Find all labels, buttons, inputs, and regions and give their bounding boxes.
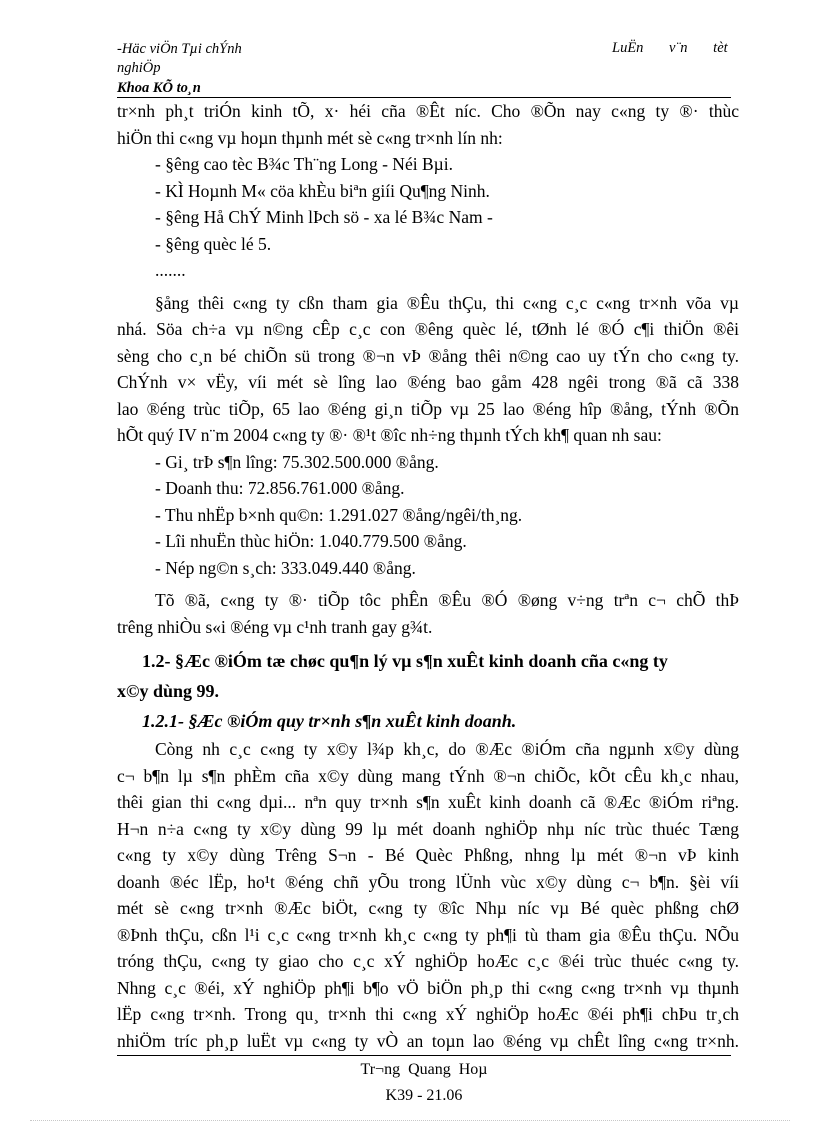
list-item: - Thu nhËp b×nh qu©n: 1.291.027 ®ång/ngêi/th¸ng. bbox=[155, 504, 523, 525]
subsection-heading: 1.2.1- §Æc ®iÓm quy tr×nh s¶n xuÊt kinh doanh. bbox=[142, 711, 517, 731]
header-document-type: LuËn v¨n tèt bbox=[612, 40, 728, 56]
paragraph-line: lao ®éng trùc tiÕp, 65 lao ®éng gi¸n tiÕp vµ 25 lao ®éng hîp ®ång, tÝnh ®Õn bbox=[117, 398, 739, 419]
section-heading bbox=[117, 646, 739, 706]
section-heading-line: 1.2- §Æc ®iÓm tæ chøc qu¶n lý vµ s¶n xuÊt kinh doanh cña c«ng ty bbox=[142, 651, 668, 671]
footer-rule bbox=[117, 1055, 731, 1056]
list-item: - §êng cao tèc B¾c Th¨ng Long - Néi Bµi. bbox=[155, 154, 453, 174]
project-list bbox=[117, 151, 739, 284]
paragraph-line: Còng nh c¸c c«ng ty x©y l¾p kh¸c, do ®Æc ®iÓm cña ngµnh x©y dùng bbox=[155, 739, 739, 759]
list-item: - §êng quèc lé 5. bbox=[155, 233, 272, 254]
intro-line: hiÖn thi c«ng vµ hoµn thµnh mét sè c«ng tr×nh lín nh: bbox=[117, 127, 503, 148]
paragraph-line: §ång thêi c«ng ty cßn tham gia ®Êu thÇu, thi c«ng c¸c c«ng tr×nh võa vµ bbox=[155, 292, 739, 313]
list-item: - Nép ng©n s¸ch: 333.049.440 ®ång. bbox=[155, 557, 416, 578]
paragraph-line: Nhng c¸c ®éi, xÝ nghiÖp ph¶i b¶o vÖ biÖn ph¸p thi c«ng c«ng tr×nh vµ thµnh bbox=[117, 977, 739, 998]
paragraph-line: H¬n n÷a c«ng ty x©y dùng 99 lµ mét doanh nghiÖp nhµ níc trùc thuéc Tæng bbox=[117, 818, 739, 839]
list-item: - Gi¸ trÞ s¶n lîng: 75.302.500.000 ®ång. bbox=[155, 451, 439, 472]
achievement-list bbox=[117, 449, 739, 582]
paragraph-process bbox=[117, 736, 739, 1054]
header-department: Khoa KÕ to¸n bbox=[117, 80, 201, 96]
paragraph-line: trêng nhiÒu s«i ®éng vµ c¹nh tranh gay g¾t. bbox=[117, 616, 433, 637]
paragraph-line: mét sè c«ng tr×nh ®Æc biÖt, c«ng ty ®îc Nhµ níc vµ Bé quèc phßng chØ bbox=[117, 898, 739, 918]
list-ellipsis: ....... bbox=[155, 260, 186, 280]
paragraph-line: nhiÖm tríc ph¸p luËt vµ c«ng ty vÒ an toµn lao ®éng vµ chÊt lîng c«ng tr×nh. bbox=[117, 1030, 739, 1051]
paragraph-line: tróng thÇu, c«ng ty giao cho c¸c xÝ nghiÖp hoÆc c¸c ®éi trùc thuéc c«ng ty. bbox=[117, 951, 739, 971]
footer-class: K39 - 21.06 bbox=[385, 1087, 463, 1104]
paragraph-line: hÕt quý IV n¨m 2004 c«ng ty ®· ®¹t ®îc nh÷ng thµnh tÝch kh¶ quan nh sau: bbox=[117, 425, 662, 445]
list-item: - Lîi nhuËn thùc hiÖn: 1.040.779.500 ®ång. bbox=[155, 531, 467, 551]
list-item: - KÌ Hoµnh M« cöa khÈu biªn giíi Qu¶ng Ninh. bbox=[155, 180, 490, 201]
intro-line: tr×nh ph¸t triÓn kinh tÕ, x· héi cña ®Êt níc. Cho ®Õn nay c«ng ty ®· thùc bbox=[117, 101, 739, 121]
paragraph-line: c«ng ty x©y dùng Trêng S¬n - Bé Quèc Phßng, nhng lµ mét ®¬n vÞ kinh bbox=[117, 845, 739, 865]
header-institution bbox=[117, 40, 242, 78]
page-bottom-dotted-line bbox=[30, 1120, 790, 1121]
list-item: - Doanh thu: 72.856.761.000 ®ång. bbox=[155, 478, 405, 498]
paragraph-line: c¬ b¶n lµ s¶n phÈm cña x©y dùng mang tÝnh ®¬n chiÕc, kÕt cÊu kh¸c nhau, bbox=[117, 765, 739, 786]
paragraph-line: sèng cho c¸n bé chiÕn sü trong ®¬n vÞ ®ång thêi n©ng cao uy tÝn cho c«ng ty. bbox=[117, 345, 739, 366]
footer-author: Tr¬ng Quang Hoµ bbox=[360, 1061, 488, 1078]
paragraph-line: ChÝnh v× vËy, víi mét sè lîng lao ®éng bao gåm 428 ngêi trong ®ã cã 338 bbox=[117, 372, 739, 392]
paragraph-line: lËp c«ng tr×nh. Trong qu¸ tr×nh thi c«ng xÝ nghiÖp hoÆc ®éi ph¶i chÞu tr¸ch bbox=[117, 1004, 739, 1024]
paragraph-line: Tõ ®ã, c«ng ty ®· tiÕp tôc phÊn ®Êu ®Ó ®øng v÷ng trªn c¬ chÕ thÞ bbox=[155, 590, 739, 610]
paragraph-line: nhá. Söa ch÷a vµ n©ng cÊp c¸c con ®êng quèc lé, tØnh lé ®Ó c¶i thiÖn ®êi bbox=[117, 319, 739, 339]
paragraph-market bbox=[117, 587, 739, 640]
paragraph-line: doanh ®éc lËp, ho¹t ®éng chñ yÕu trong lÜnh vùc x©y dùng c¬ b¶n. §èi víi bbox=[117, 871, 739, 892]
paragraph-participation bbox=[117, 290, 739, 449]
section-heading-line: x©y dùng 99. bbox=[117, 681, 219, 701]
paragraph-line: ®Þnh thÇu, cßn l¹i c¸c c«ng tr×nh kh¸c c«ng ty ph¶i tù tham gia ®Êu thÇu. NÕu bbox=[117, 924, 739, 945]
paragraph-line: thêi gian thi c«ng dµi... nªn quy tr×nh s¶n xuÊt kinh doanh cã ®Æc ®iÓm riªng. bbox=[117, 792, 739, 812]
document-body bbox=[117, 98, 739, 1054]
list-item: - §êng Hå ChÝ Minh lÞch sö - xa lé B¾c Nam - bbox=[155, 207, 493, 227]
header-institution-line2: nghiÖp bbox=[117, 60, 161, 76]
header-institution-line1: -Häc viÖn Tµi chÝnh bbox=[117, 41, 242, 57]
